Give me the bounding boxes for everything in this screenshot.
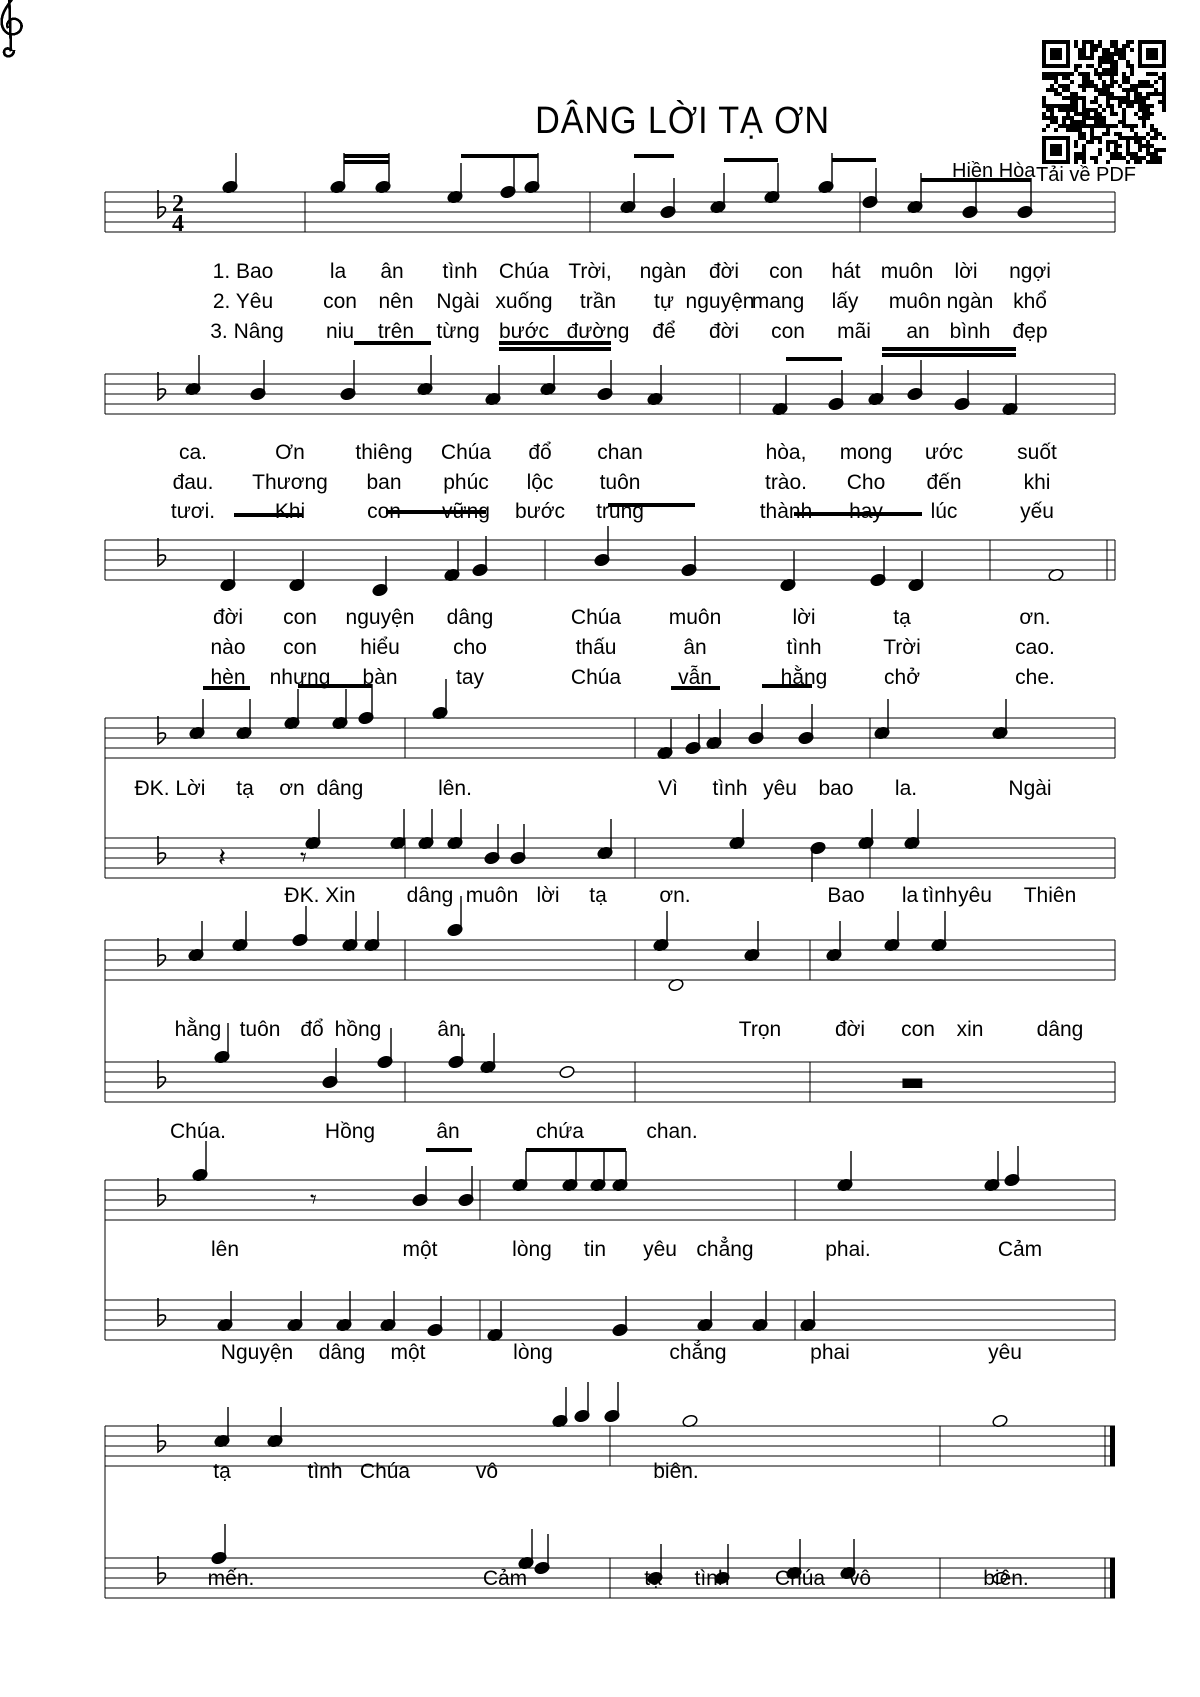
lyric-syllable: muôn <box>465 884 519 907</box>
lyric-syllable: mến. <box>207 1567 255 1590</box>
note-icon <box>764 163 781 204</box>
lyric-syllable: tự <box>654 290 674 313</box>
lyric-syllable: ân <box>683 636 707 659</box>
note-icon <box>524 153 541 194</box>
lyric-syllable: tạ <box>644 1567 662 1590</box>
lyric-syllable: bước <box>498 320 550 343</box>
lyric-syllable: dâng <box>406 884 454 907</box>
note-icon <box>884 911 901 952</box>
lyric-syllable: phai. <box>825 1238 871 1261</box>
lyric-syllable: lộc <box>526 471 554 494</box>
note-icon <box>287 1291 304 1332</box>
lyric-syllable: Chúa <box>359 1460 411 1483</box>
rest-icon: 𝄾 <box>300 843 307 873</box>
note-icon <box>992 699 1009 740</box>
lyric-syllable: phúc <box>443 471 489 494</box>
note-icon <box>232 911 249 952</box>
note-icon <box>858 809 875 850</box>
lyric-syllable: để <box>652 320 676 343</box>
lyric-syllable: la <box>329 260 347 283</box>
lyric-syllable: tạ <box>236 777 254 800</box>
note-icon <box>798 704 815 745</box>
note-icon <box>332 689 349 730</box>
note-icon <box>657 719 674 760</box>
lyric-syllable: nguyện <box>345 606 415 629</box>
lyric-syllable: trào. <box>764 471 808 494</box>
lyric-syllable: suốt <box>1017 441 1057 464</box>
staff <box>105 1300 1115 1340</box>
lyric-syllable: Trọn <box>738 1018 782 1041</box>
note-icon <box>706 709 723 750</box>
note-icon <box>653 911 670 952</box>
lyric-syllable: yêu <box>958 884 992 907</box>
note-icon <box>444 541 461 582</box>
lyric-syllable: nguyện <box>685 290 755 313</box>
lyric-syllable: bước <box>514 500 566 523</box>
staff <box>105 940 1115 980</box>
note-icon <box>660 178 677 219</box>
lyric-syllable: tình <box>307 1460 343 1483</box>
note-icon <box>870 546 887 587</box>
lyric-syllable: tay <box>455 666 485 689</box>
note-icon <box>330 153 347 194</box>
lyric-syllable: nhưng <box>269 666 331 689</box>
note-icon <box>1017 178 1034 219</box>
flat-key-signature-icon <box>158 538 166 566</box>
lyric-syllable: hát <box>831 260 861 283</box>
lyric-syllable: trần <box>579 290 617 313</box>
lyric-syllable: nên <box>378 290 414 313</box>
note-icon <box>874 699 891 740</box>
note-icon <box>390 809 407 850</box>
note-icon <box>305 809 322 850</box>
lyric-syllable: trung <box>596 500 644 523</box>
lyric-syllable: trên <box>377 320 415 343</box>
lyric-syllable: hằng <box>174 1018 222 1041</box>
lyric-syllable: đường <box>566 320 630 343</box>
lyric-syllable: muôn <box>668 606 722 629</box>
note-icon <box>748 704 765 745</box>
lyric-syllable: con <box>283 636 317 659</box>
lyric-syllable: ơn. <box>1019 606 1051 629</box>
flat-key-signature-icon <box>158 190 166 218</box>
lyric-syllable: ân <box>436 1120 460 1143</box>
note-icon <box>904 809 921 850</box>
rest-icon: 𝄾 <box>310 1185 317 1215</box>
lyric-syllable: yêu <box>643 1238 677 1261</box>
lyric-syllable: thấu <box>575 636 617 659</box>
note-icon <box>612 1296 629 1337</box>
lyric-syllable: con <box>769 260 803 283</box>
note-icon <box>185 355 202 396</box>
lyric-syllable: con <box>367 500 401 523</box>
note-icon <box>289 551 306 592</box>
note-icon <box>818 153 835 194</box>
note-icon <box>418 809 435 850</box>
lyric-syllable: Nguyện <box>220 1341 294 1364</box>
lyric-syllable: dâng <box>446 606 494 629</box>
lyric-syllable: mong <box>839 441 893 464</box>
lyric-syllable: Cảm <box>997 1238 1043 1261</box>
flat-key-signature-icon <box>158 1556 166 1584</box>
note-icon <box>907 173 924 214</box>
lyric-syllable: hiểu <box>360 636 400 659</box>
lyric-syllable: tình <box>712 777 748 800</box>
lyric-syllable: lên. <box>438 777 472 800</box>
lyric-syllable: khổ <box>1013 290 1047 313</box>
note-icon <box>729 809 746 850</box>
note-icon <box>907 360 924 401</box>
lyric-syllable: tình <box>786 636 822 659</box>
note-icon <box>484 824 501 865</box>
lyric-syllable: 2. Yêu <box>212 290 274 313</box>
note-icon <box>211 1524 228 1565</box>
lyric-syllable: hèn <box>210 666 246 689</box>
lyric-syllable: con <box>323 290 357 313</box>
note-icon <box>710 173 727 214</box>
download-pdf-link[interactable]: Tải về PDF <box>1036 164 1137 186</box>
lyric-syllable: ngàn <box>946 290 994 313</box>
flat-key-signature-icon <box>158 372 166 400</box>
lyric-syllable: vô <box>475 1460 499 1483</box>
lyric-syllable: lời <box>536 884 560 907</box>
note-icon <box>188 921 205 962</box>
qr-code-icon[interactable] <box>1042 40 1166 164</box>
lyric-syllable: chẳng <box>696 1238 754 1261</box>
lyric-syllable: từng <box>436 320 480 343</box>
staff <box>105 1558 1115 1598</box>
staff <box>105 838 1115 878</box>
lyric-syllable: Cho <box>846 471 886 494</box>
lyric-syllable: Khi <box>274 500 306 523</box>
lyric-syllable: yêu <box>763 777 797 800</box>
lyric-syllable: Ngài <box>1008 777 1052 800</box>
lyric-syllable: ơn <box>279 777 305 800</box>
note-icon <box>868 365 885 406</box>
note-icon <box>1002 375 1019 416</box>
lyric-syllable: đau. <box>172 471 214 494</box>
note-icon <box>364 911 381 952</box>
lyric-syllable: biên. <box>983 1567 1029 1590</box>
lyric-syllable: yêu <box>988 1341 1022 1364</box>
lyric-syllable: thiêng <box>355 441 413 464</box>
lyric-syllable: 3. Nâng <box>210 320 284 343</box>
note-icon <box>594 526 611 567</box>
note-icon <box>250 360 267 401</box>
note-icon <box>984 1151 1001 1192</box>
note-icon <box>372 556 389 597</box>
lyric-syllable: niu <box>325 320 355 343</box>
lyric-syllable: ơn. <box>659 884 691 907</box>
note-icon <box>620 173 637 214</box>
lyric-syllable: Trời <box>883 636 921 659</box>
lyric-syllable: biên. <box>653 1460 699 1483</box>
lyric-syllable: muôn <box>888 290 942 313</box>
lyric-syllable: hay <box>849 500 883 523</box>
lyric-syllable: chở <box>884 666 920 689</box>
note-icon <box>336 1291 353 1332</box>
lyric-syllable: la <box>901 884 919 907</box>
note-icon <box>752 1291 769 1332</box>
lyric-syllable: Thiên <box>1023 884 1077 907</box>
lyric-syllable: bình <box>949 320 991 343</box>
lyric-syllable: một <box>402 1238 438 1261</box>
note-icon <box>427 1296 444 1337</box>
flat-key-signature-icon <box>158 938 166 966</box>
time-signature-top: 2 <box>172 191 184 217</box>
note-icon <box>214 1407 231 1448</box>
staff <box>105 718 1115 758</box>
note-icon <box>380 1291 397 1332</box>
note-icon <box>647 365 664 406</box>
lyric-syllable: đời <box>708 260 740 283</box>
flat-key-signature-icon <box>158 1298 166 1326</box>
lyric-syllable: dâng <box>1036 1018 1084 1041</box>
lyric-syllable: chứa <box>536 1120 584 1143</box>
lyric-syllable: an <box>906 320 930 343</box>
lyric-syllable: đến <box>926 471 962 494</box>
note-icon <box>685 714 702 755</box>
note-icon <box>931 911 948 952</box>
lyric-syllable: ngợi <box>1009 260 1051 283</box>
note-icon <box>562 1151 579 1192</box>
note-icon <box>826 921 843 962</box>
lyric-syllable: tình <box>694 1567 730 1590</box>
staff <box>105 1426 1115 1466</box>
lyric-syllable: lúc <box>930 500 958 523</box>
note-icon <box>744 921 761 962</box>
lyric-syllable: chan <box>597 441 643 464</box>
lyric-syllable: hồng <box>334 1018 382 1041</box>
lyric-syllable: ngàn <box>639 260 687 283</box>
note-icon <box>192 1141 209 1182</box>
note-icon <box>342 911 359 952</box>
note-icon <box>552 1387 569 1428</box>
lyric-syllable: ca. <box>178 441 208 464</box>
note-icon <box>597 360 614 401</box>
note-icon <box>534 1534 551 1575</box>
note-icon <box>220 551 237 592</box>
lyric-syllable: đời <box>212 606 244 629</box>
lyric-syllable: tình <box>442 260 478 283</box>
composer-name: Hiền Hòa <box>952 160 1036 182</box>
lyric-syllable: lòng <box>513 1341 553 1364</box>
time-signature-bottom: 4 <box>172 211 184 237</box>
note-icon <box>458 1166 475 1207</box>
lyric-syllable: Thương <box>252 471 328 494</box>
lyric-syllable: tươi. <box>170 500 216 523</box>
lyric-syllable: bao <box>818 777 854 800</box>
lyric-syllable: lời <box>792 606 816 629</box>
lyric-syllable: tuôn <box>599 471 641 494</box>
note-icon <box>954 370 971 411</box>
note-icon <box>772 375 789 416</box>
lyric-syllable: ân. <box>437 1018 467 1041</box>
flat-key-signature-icon <box>158 836 166 864</box>
note-icon <box>485 365 502 406</box>
lyric-syllable: Chúa. <box>169 1120 227 1143</box>
note-icon <box>322 1048 339 1089</box>
lyric-syllable: Cảm <box>482 1567 528 1590</box>
lyric-syllable: vẫn <box>678 666 712 689</box>
note-icon <box>837 1151 854 1192</box>
lyric-syllable: xin <box>956 1018 984 1041</box>
note-icon <box>447 163 464 204</box>
page-title: DÂNG LỜI TẠ ƠN <box>535 100 830 142</box>
lyric-syllable: con <box>283 606 317 629</box>
lyric-syllable: hằng <box>780 666 828 689</box>
lyric-syllable: ĐK. Lời <box>134 777 206 800</box>
lyric-syllable: cao. <box>1015 636 1055 659</box>
note-icon <box>512 1151 529 1192</box>
lyric-syllable: Chúa <box>440 441 492 464</box>
lyric-syllable: phai <box>810 1341 850 1364</box>
note-icon <box>828 370 845 411</box>
lyric-syllable: lời <box>954 260 978 283</box>
lyric-syllable: khi <box>1023 471 1051 494</box>
note-icon <box>487 1301 504 1342</box>
note-icon <box>358 684 375 725</box>
lyric-syllable: Chúa <box>774 1567 826 1590</box>
lyric-syllable: yếu <box>1020 500 1054 523</box>
note-icon <box>800 1291 817 1332</box>
lyric-syllable: đổ <box>300 1018 324 1041</box>
lyric-syllable: tạ <box>589 884 607 907</box>
lyric-syllable: chan. <box>646 1120 698 1143</box>
lyric-syllable: Hồng <box>324 1120 376 1143</box>
lyric-syllable: lên <box>210 1238 240 1261</box>
note-icon <box>500 158 517 199</box>
lyric-syllable: bàn <box>362 666 398 689</box>
note-icon <box>292 906 309 947</box>
lyric-syllable: cho <box>453 636 487 659</box>
note-icon <box>236 699 253 740</box>
note-icon <box>222 153 239 194</box>
flat-key-signature-icon <box>158 716 166 744</box>
lyric-syllable: muôn <box>880 260 934 283</box>
note-icon <box>1004 1146 1021 1187</box>
note-icon <box>697 1291 714 1332</box>
note-icon <box>612 1151 629 1192</box>
note-icon <box>518 1529 535 1570</box>
lyric-syllable: Trời, <box>568 260 612 283</box>
note-icon <box>597 819 614 860</box>
lyric-syllable: dâng <box>316 777 364 800</box>
lyric-syllable: thành <box>759 500 813 523</box>
lyric-syllable: vô <box>848 1567 872 1590</box>
rest-icon: ▬ <box>900 1067 925 1097</box>
lyric-syllable: tin <box>583 1238 607 1261</box>
note-icon <box>340 360 357 401</box>
lyric-syllable: Ơn <box>275 441 305 464</box>
staff <box>105 540 1115 580</box>
lyric-syllable: Chúa <box>570 666 622 689</box>
lyric-syllable: vững <box>442 500 490 523</box>
lyric-syllable: lấy <box>831 290 859 313</box>
lyric-syllable: tạ <box>213 1460 231 1483</box>
note-icon <box>780 551 797 592</box>
note-icon <box>417 355 434 396</box>
lyric-syllable: che. <box>1015 666 1055 689</box>
lyric-syllable: tạ <box>893 606 911 629</box>
rest-icon: 𝄽 <box>218 843 226 873</box>
lyric-syllable: Chúa <box>498 260 550 283</box>
lyric-syllable: la. <box>894 777 918 800</box>
lyric-syllable: con <box>771 320 805 343</box>
lyric-syllable: con <box>901 1018 935 1041</box>
lyric-syllable: 1. Bao <box>212 260 274 283</box>
note-icon <box>862 168 879 209</box>
lyric-syllable: ân <box>380 260 404 283</box>
note-icon <box>375 153 392 194</box>
lyric-syllable: xuống <box>495 290 553 313</box>
note-icon <box>284 689 301 730</box>
lyric-syllable: Ngài <box>436 290 480 313</box>
lyric-syllable: tuôn <box>239 1018 281 1041</box>
note-icon <box>908 551 925 592</box>
lyric-syllable: mãi <box>837 320 871 343</box>
note-icon <box>432 679 449 720</box>
lyric-syllable: chẳng <box>669 1341 727 1364</box>
note-icon <box>472 536 489 577</box>
note-icon <box>810 841 827 882</box>
note-icon <box>217 1291 234 1332</box>
lyric-syllable: đẹp <box>1012 320 1048 343</box>
note-icon <box>559 1065 576 1079</box>
lyric-syllable: Bao <box>827 884 865 907</box>
lyric-syllable: hòa, <box>765 441 807 464</box>
lyric-syllable: nào <box>210 636 246 659</box>
lyric-syllable: ĐK. Xin <box>284 884 356 907</box>
staff <box>105 1180 1115 1220</box>
note-icon <box>447 809 464 850</box>
lyric-syllable: dâng <box>318 1341 366 1364</box>
note-icon <box>574 1382 591 1423</box>
note-icon <box>590 1151 607 1192</box>
note-icon <box>480 1033 497 1074</box>
lyric-syllable: đổ <box>528 441 552 464</box>
note-icon <box>510 824 527 865</box>
note-icon <box>267 1407 284 1448</box>
lyric-syllable: tình <box>922 884 958 907</box>
lyric-syllable: mang <box>751 290 805 313</box>
lyric-syllable: lòng <box>512 1238 552 1261</box>
lyric-syllable: ban <box>366 471 402 494</box>
lyric-syllable: đời <box>708 320 740 343</box>
lyric-syllable: đời <box>834 1018 866 1041</box>
lyric-syllable: một <box>390 1341 426 1364</box>
staff <box>105 1062 1115 1102</box>
lyric-syllable: Vì <box>658 777 678 800</box>
note-icon <box>189 699 206 740</box>
flat-key-signature-icon <box>158 1424 166 1452</box>
flat-key-signature-icon <box>158 1178 166 1206</box>
flat-key-signature-icon <box>158 1060 166 1088</box>
note-icon <box>604 1382 621 1423</box>
note-icon <box>681 536 698 577</box>
lyric-syllable: Chúa <box>570 606 622 629</box>
note-icon <box>412 1166 429 1207</box>
note-icon <box>962 178 979 219</box>
lyric-syllable: ước <box>924 441 964 464</box>
note-icon <box>540 355 557 396</box>
